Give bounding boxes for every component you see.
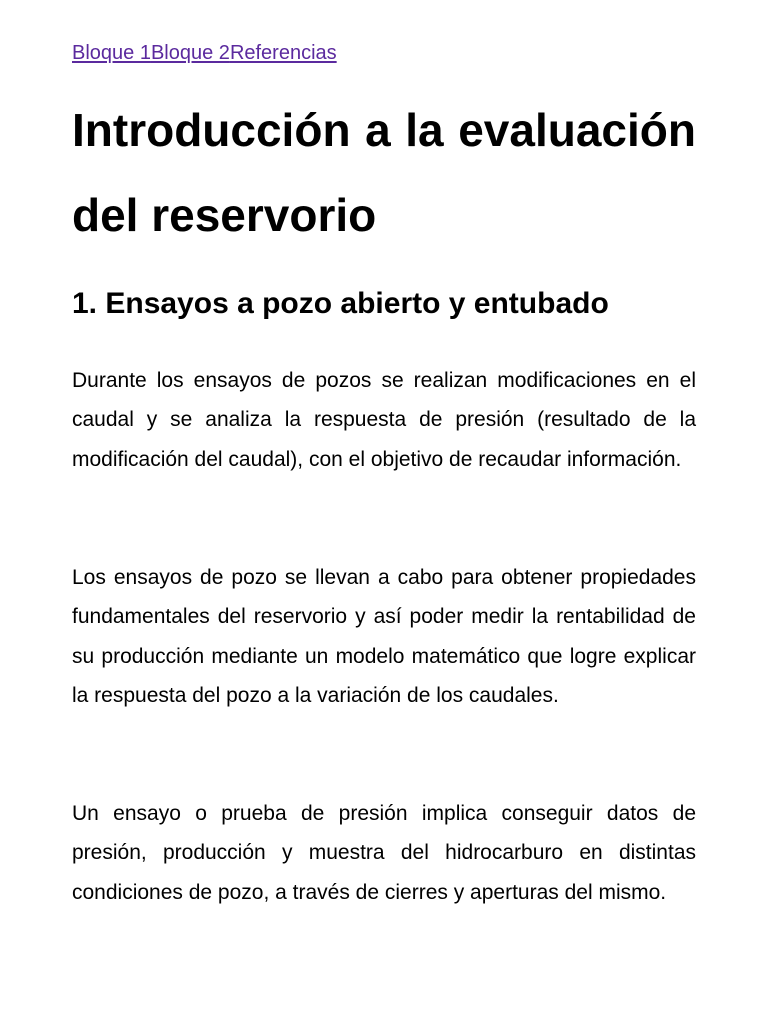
section-nav: [72, 41, 337, 65]
nav-link-bloque-1[interactable]: Bloque 1: [72, 42, 151, 64]
page-title: Introducción a la evaluación del reservorio: [72, 104, 696, 241]
paragraph-2: Los ensayos de pozo se llevan a cabo para obtener propiedades fundamentales del reservorio y así poder medir la rentabilidad de su producción mediante un modelo matemático que logre explicar la respuesta del pozo a la variación de los caudales.: [72, 566, 696, 707]
nav-link-bloque-2[interactable]: Bloque 2: [150, 42, 230, 64]
paragraph-3: Un ensayo o prueba de presión implica conseguir datos de presión, producción y muestra del hidrocarburo en distintas condiciones de pozo, a través de cierres y aperturas del mismo.: [72, 802, 696, 904]
nav-link-referencias[interactable]: Referencias: [229, 42, 337, 64]
section-heading: 1. Ensayos a pozo abierto y entubado: [72, 287, 609, 320]
paragraph-1: Durante los ensayos de pozos se realizan modificaciones en el caudal y se analiza la respuesta de presión (resultado de la modificación del caudal), con el objetivo de recaudar información.: [72, 369, 696, 471]
